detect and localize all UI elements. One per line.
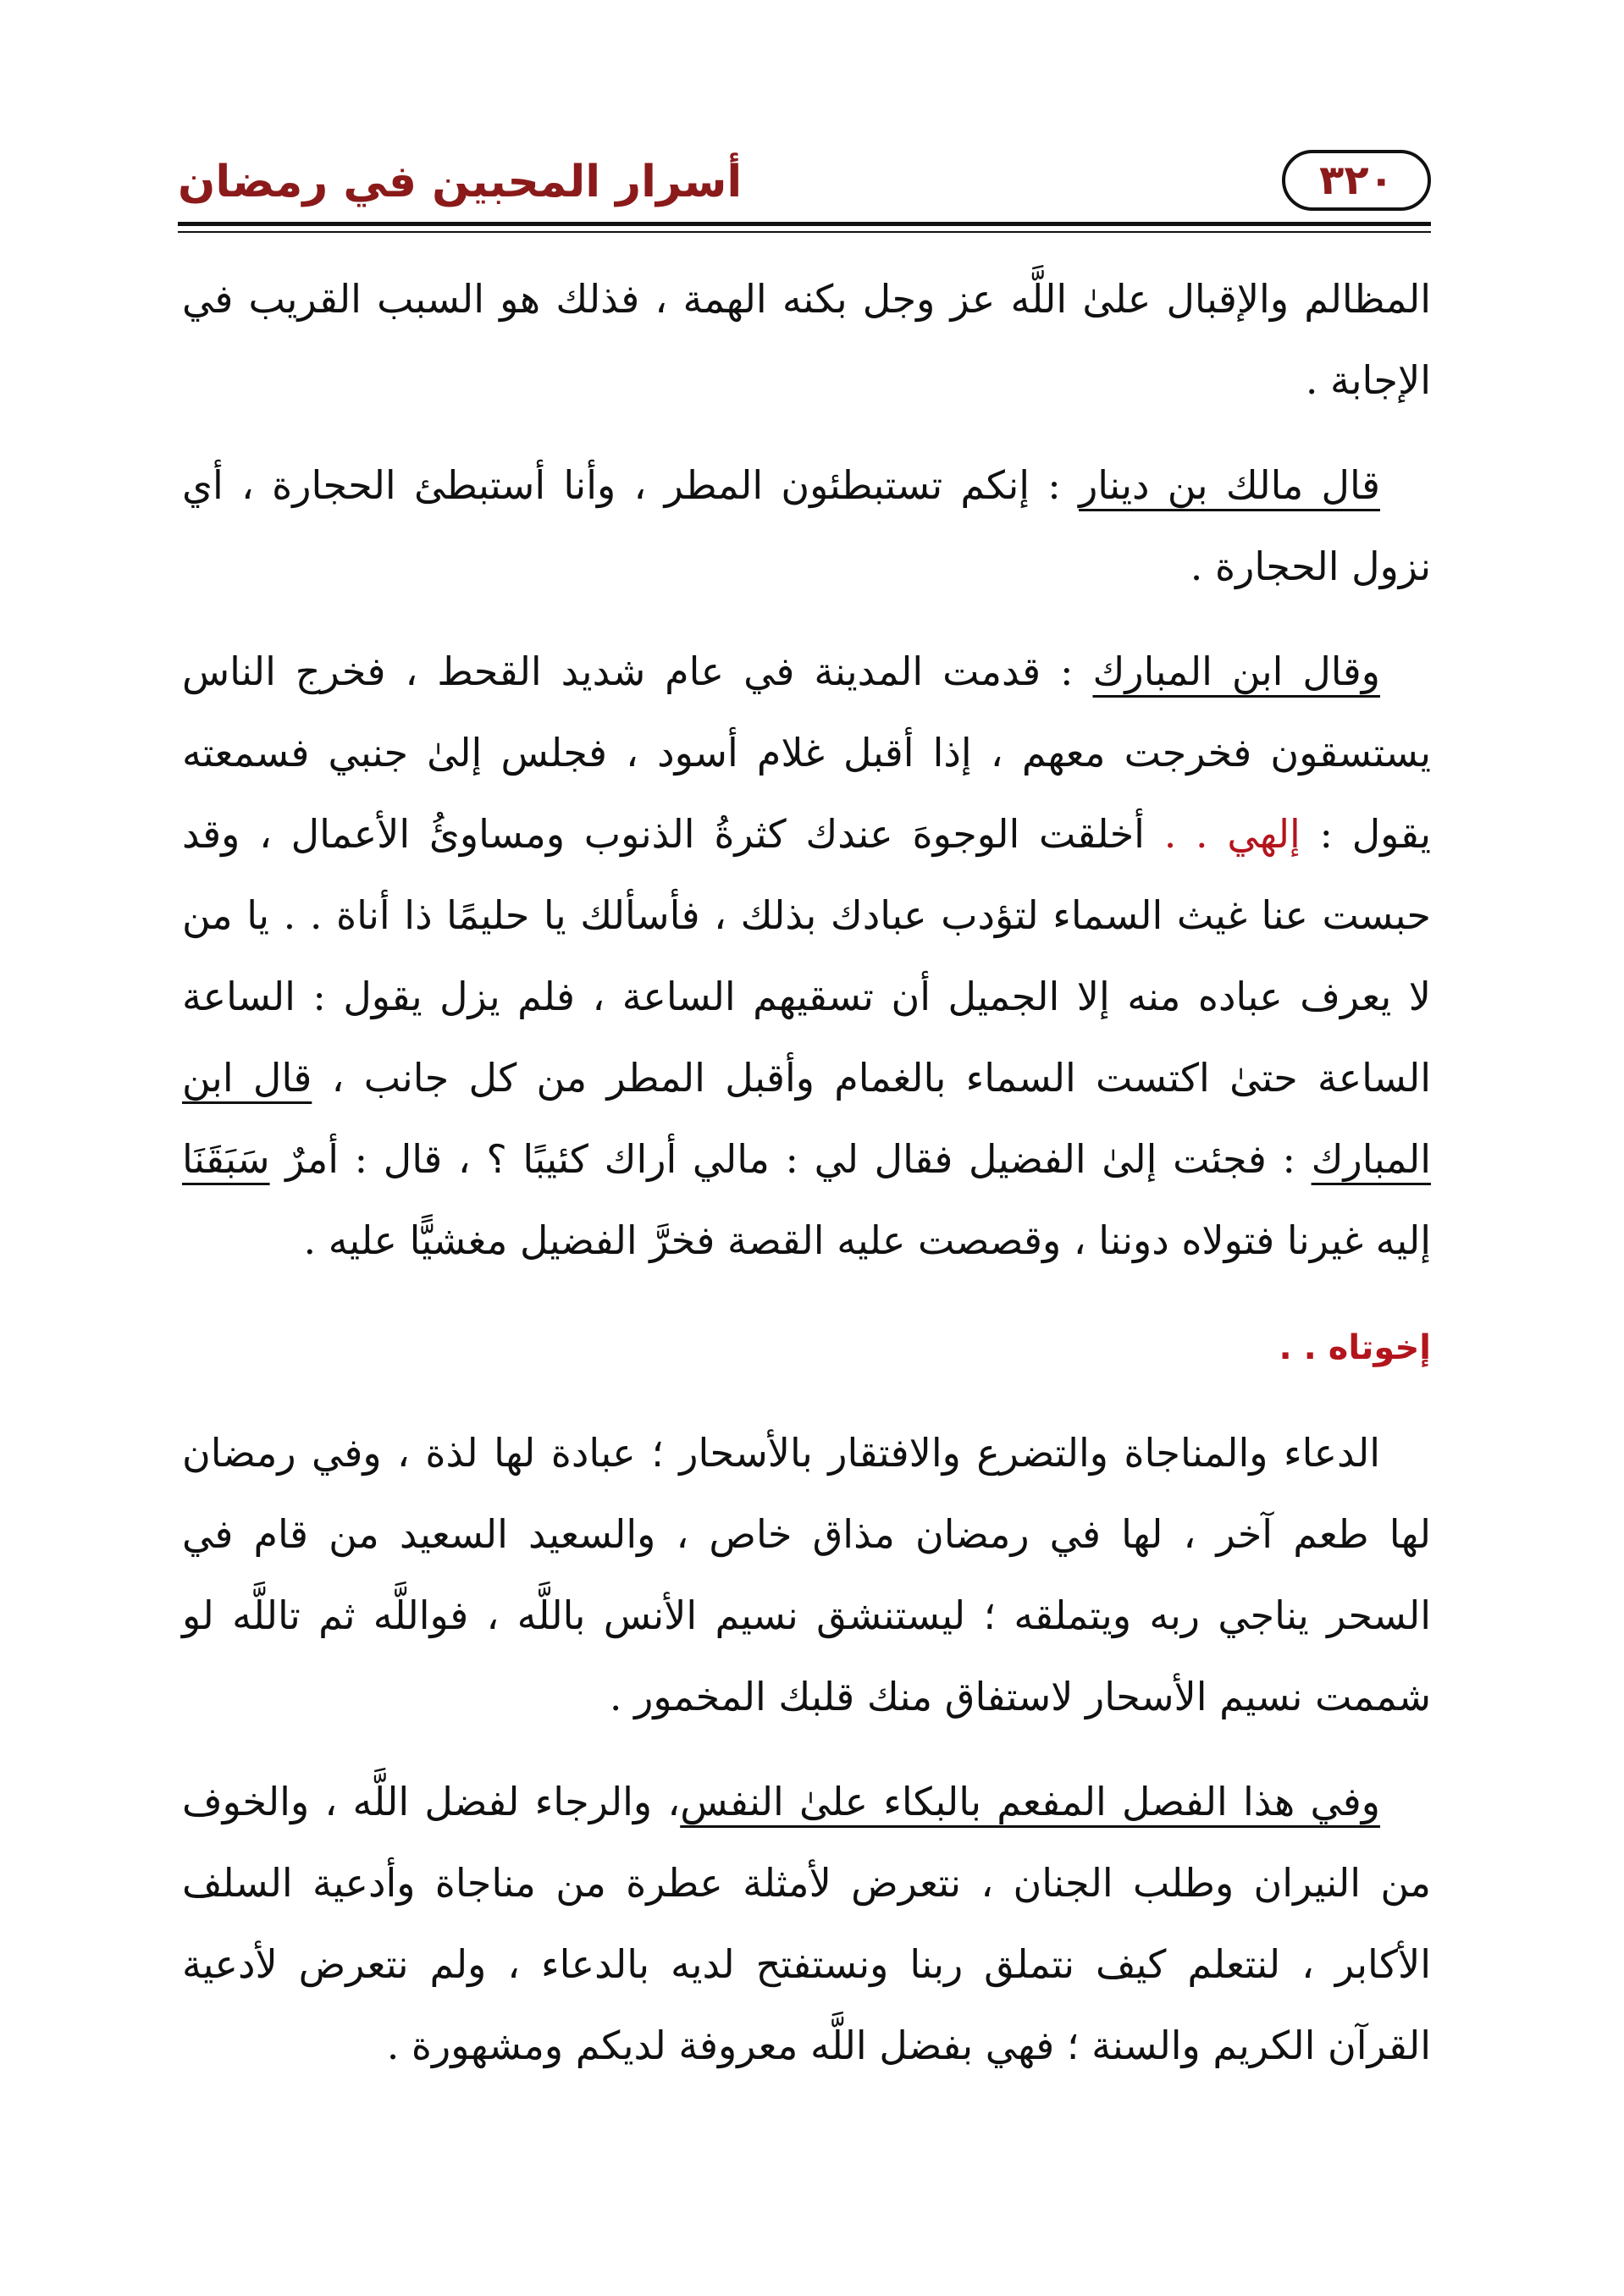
section-heading-paragraph: [182, 1305, 1431, 1388]
header-rule-thin: [178, 231, 1431, 233]
header-rule-thick: [178, 222, 1431, 226]
invocation-ilahi: إلهي . .: [1163, 811, 1301, 857]
paragraph-chapter-intro: [182, 1761, 1431, 2086]
paragraph-malik: [182, 444, 1431, 607]
paragraph-dua: الدعاء والمناجاة والتضرع والافتقار بالأسحار ؛ عبادة لها لذة ، وفي رمضان لها طعم آخر ، لها في رمضان مذاق خاص ، والسعيد السعيد من قام في السحر يناجي ربه ويتملقه ؛ ليستنشق نسيم الأنس باللَّه ، فواللَّه ثم تاللَّه لو شممت نسيم الأسحار لاستفاق منك قلبك المخمور .: [182, 1430, 1431, 1719]
chapter-intro-text: ، والرجاء لفضل اللَّه ، والخوف من النيران وطلب الجنان ، نتعرض لأمثلة عطرة من مناجاة وأدعية السلف الأكابر ، لنتعلم كيف نتملق ربنا ونستفتح لديه بالدعاء ، ولم نتعرض لأدعية القرآن الكريم والسنة ؛ فهي بفضل اللَّه معروفة لديكم ومشهورة .: [182, 1779, 1431, 2068]
chapter-intro-phrase: وفي هذا الفصل المفعم بالبكاء علىٰ النفس: [680, 1779, 1380, 1824]
paragraph-continuation: المظالم والإقبال علىٰ اللَّه عز وجل بكنه الهمة ، فذلك هو السبب القريب في الإجابة .: [182, 276, 1431, 403]
quote-malik: : إنكم تستبطئون المطر ، وأنا أستبطئ الحجارة ، أي نزول الحجارة .: [182, 462, 1431, 589]
speaker-malik-ibn-dinar: قال مالك بن دينار: [1079, 462, 1380, 508]
section-heading: إخوتاه . .: [1279, 1328, 1431, 1367]
book-title: أسرار المحبين في رمضان: [178, 157, 743, 207]
page-number: ٣٢٠: [1282, 150, 1431, 211]
paragraph-ibn-mubarak: [182, 631, 1431, 1281]
page-header: [178, 148, 1431, 216]
narration-part-a: : قدمت المدينة في عام شديد القحط ، فخرج الناس يستسقون فخرجت معهم ، إذا أقبل غلام أسود ، فجلس إلىٰ جنبي فسمعته يقول :: [182, 649, 1432, 857]
page-body: [182, 258, 1431, 2110]
narration-part-d: إليه غيرنا فتولاه دوننا ، وقصصت عليه القصة فخرَّ الفضيل مغشيًّا عليه .: [303, 1217, 1431, 1263]
speaker-ibn-mubarak-second: قال ابن المبارك: [182, 1055, 1431, 1182]
narration-part-b: أخلقت الوجوهَ عندك كثرةُ الذنوب ومساوئُ الأعمال ، وقد حبست عنا غيث السماء لتؤدب عبادك بذلك ، فأسألك يا حليمًا ذا أناة . . يا من لا يعرف عباده منه إلا الجميل أن تسقيهم الساعة ، فلم يزل يقول : الساعة الساعة حتىٰ اكتست السماء بالغمام وأقبل المطر من كل جانب ،: [182, 811, 1431, 1101]
phrase-sabaqana: سَبَقَنَا: [182, 1136, 270, 1182]
narration-part-c: : فجئت إلىٰ الفضيل فقال لي : مالي أراك كئيبًا ؟ ، قال : أمرٌ: [269, 1136, 1312, 1182]
speaker-ibn-mubarak: وقال ابن المبارك: [1092, 649, 1380, 694]
